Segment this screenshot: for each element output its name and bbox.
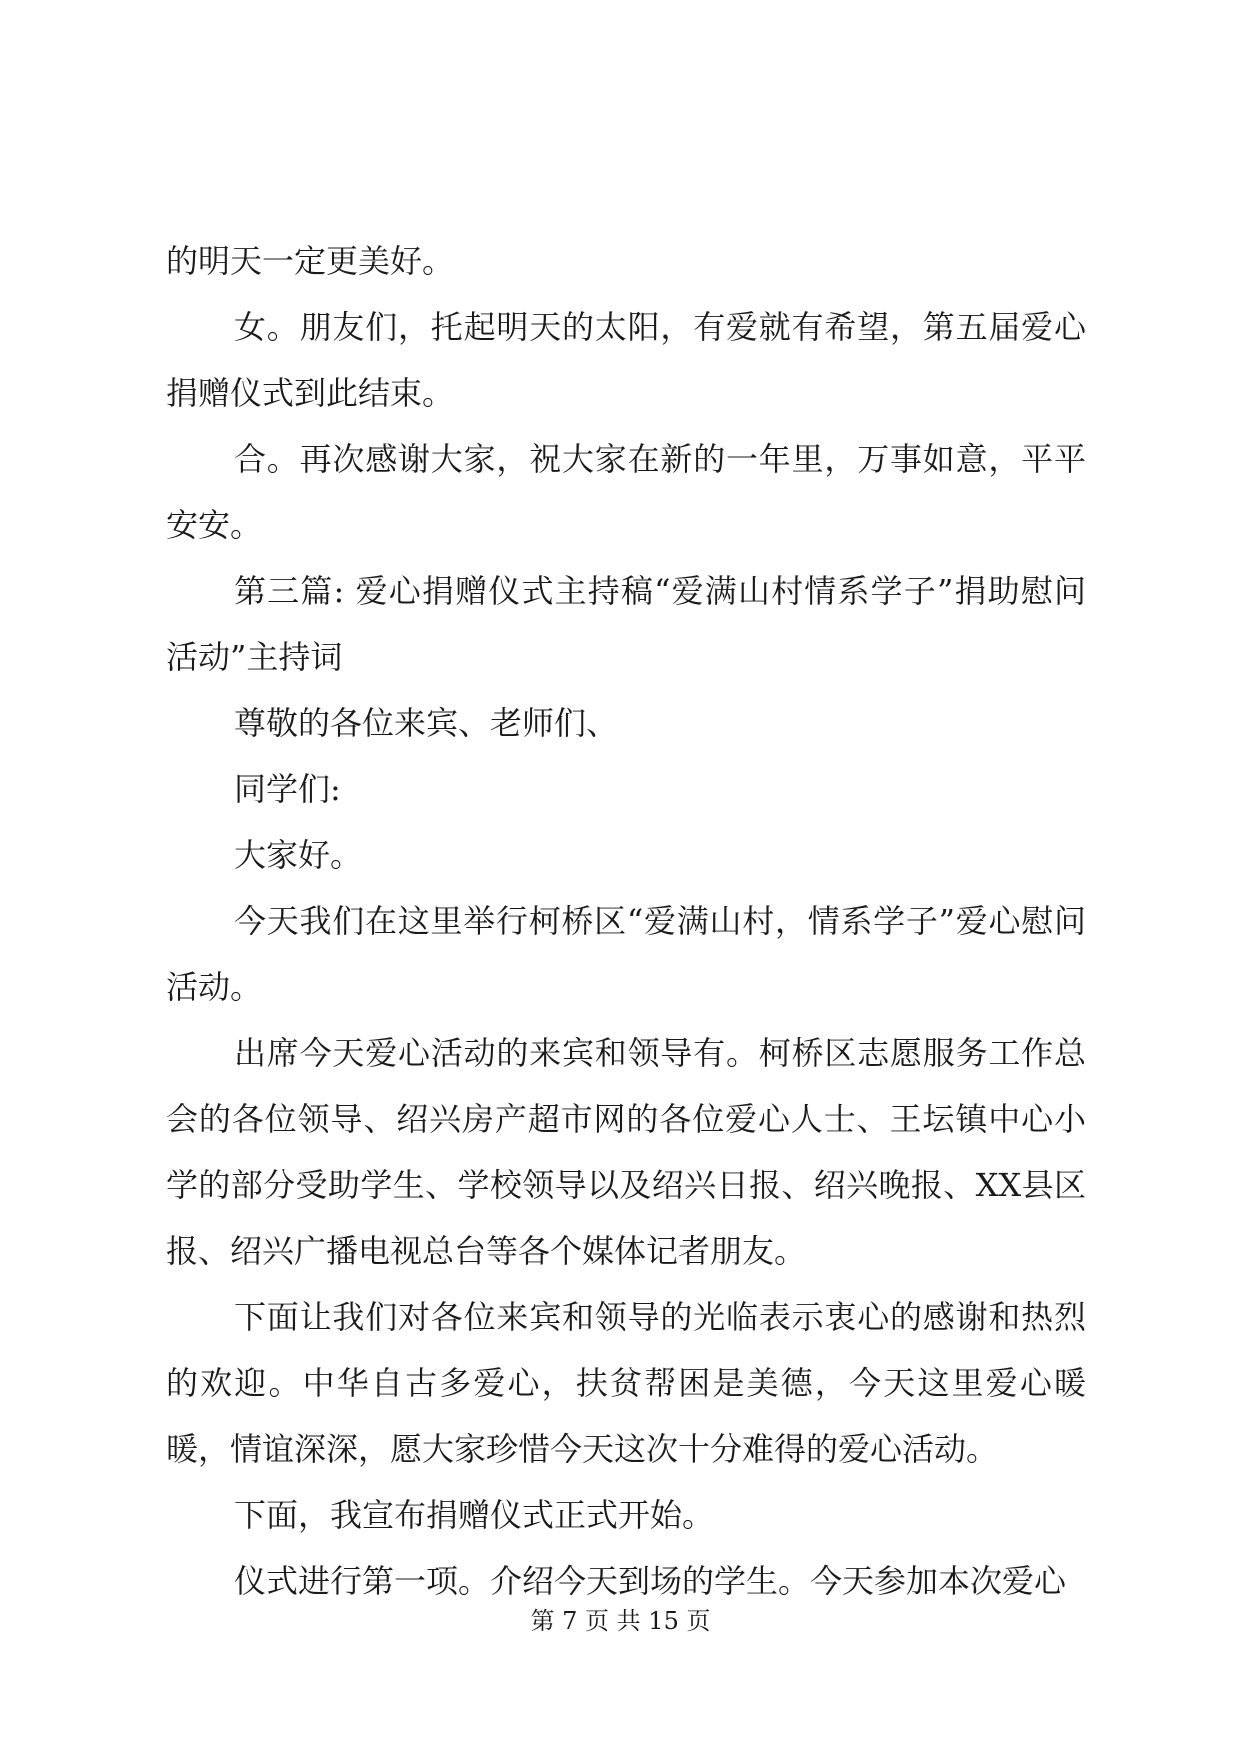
paragraph: 尊敬的各位来宾、老师们、 (234, 704, 619, 742)
paragraph: 大家好。 (234, 836, 363, 874)
paragraph: 仪式进行第一项。介绍今天到场的学生。今天参加本次爱心 (234, 1562, 1067, 1600)
paragraph: 今天我们在这里举行柯桥区“爱满山村，情系学子”爱心慰问活动。 (166, 902, 1086, 1006)
paragraph: 下面，我宣布捐赠仪式正式开始。 (234, 1496, 715, 1534)
paragraph: 女。朋友们，托起明天的太阳，有爱就有希望，第五届爱心捐赠仪式到此结束。 (166, 308, 1086, 412)
page-number-footer: 第 7 页 共 15 页 (530, 1607, 711, 1635)
paragraph: 下面让我们对各位来宾和领导的光临表示衷心的感谢和热烈的欢迎。中华自古多爱心，扶贫帮困是美德，今天这里爱心暖暖，情谊深深，愿大家珍惜今天这次十分难得的爱心活动。 (166, 1298, 1086, 1468)
paragraph: 的明天一定更美好。 (166, 242, 455, 280)
paragraph: 出席今天爱心活动的来宾和领导有。柯桥区志愿服务工作总会的各位领导、绍兴房产超市网的各位爱心人士、王坛镇中心小学的部分受助学生、学校领导以及绍兴日报、绍兴晚报、XX县区报、绍兴广播电视总台等各个媒体记者朋友。 (166, 1034, 1086, 1270)
paragraph: 合。再次感谢大家，祝大家在新的一年里，万事如意，平平安安。 (166, 440, 1086, 544)
paragraph: 同学们: (234, 770, 341, 808)
document-body (166, 228, 1086, 1614)
section-heading: 第三篇: 爱心捐赠仪式主持稿“爱满山村情系学子”捐助慰问活动”主持词 (166, 572, 1086, 676)
